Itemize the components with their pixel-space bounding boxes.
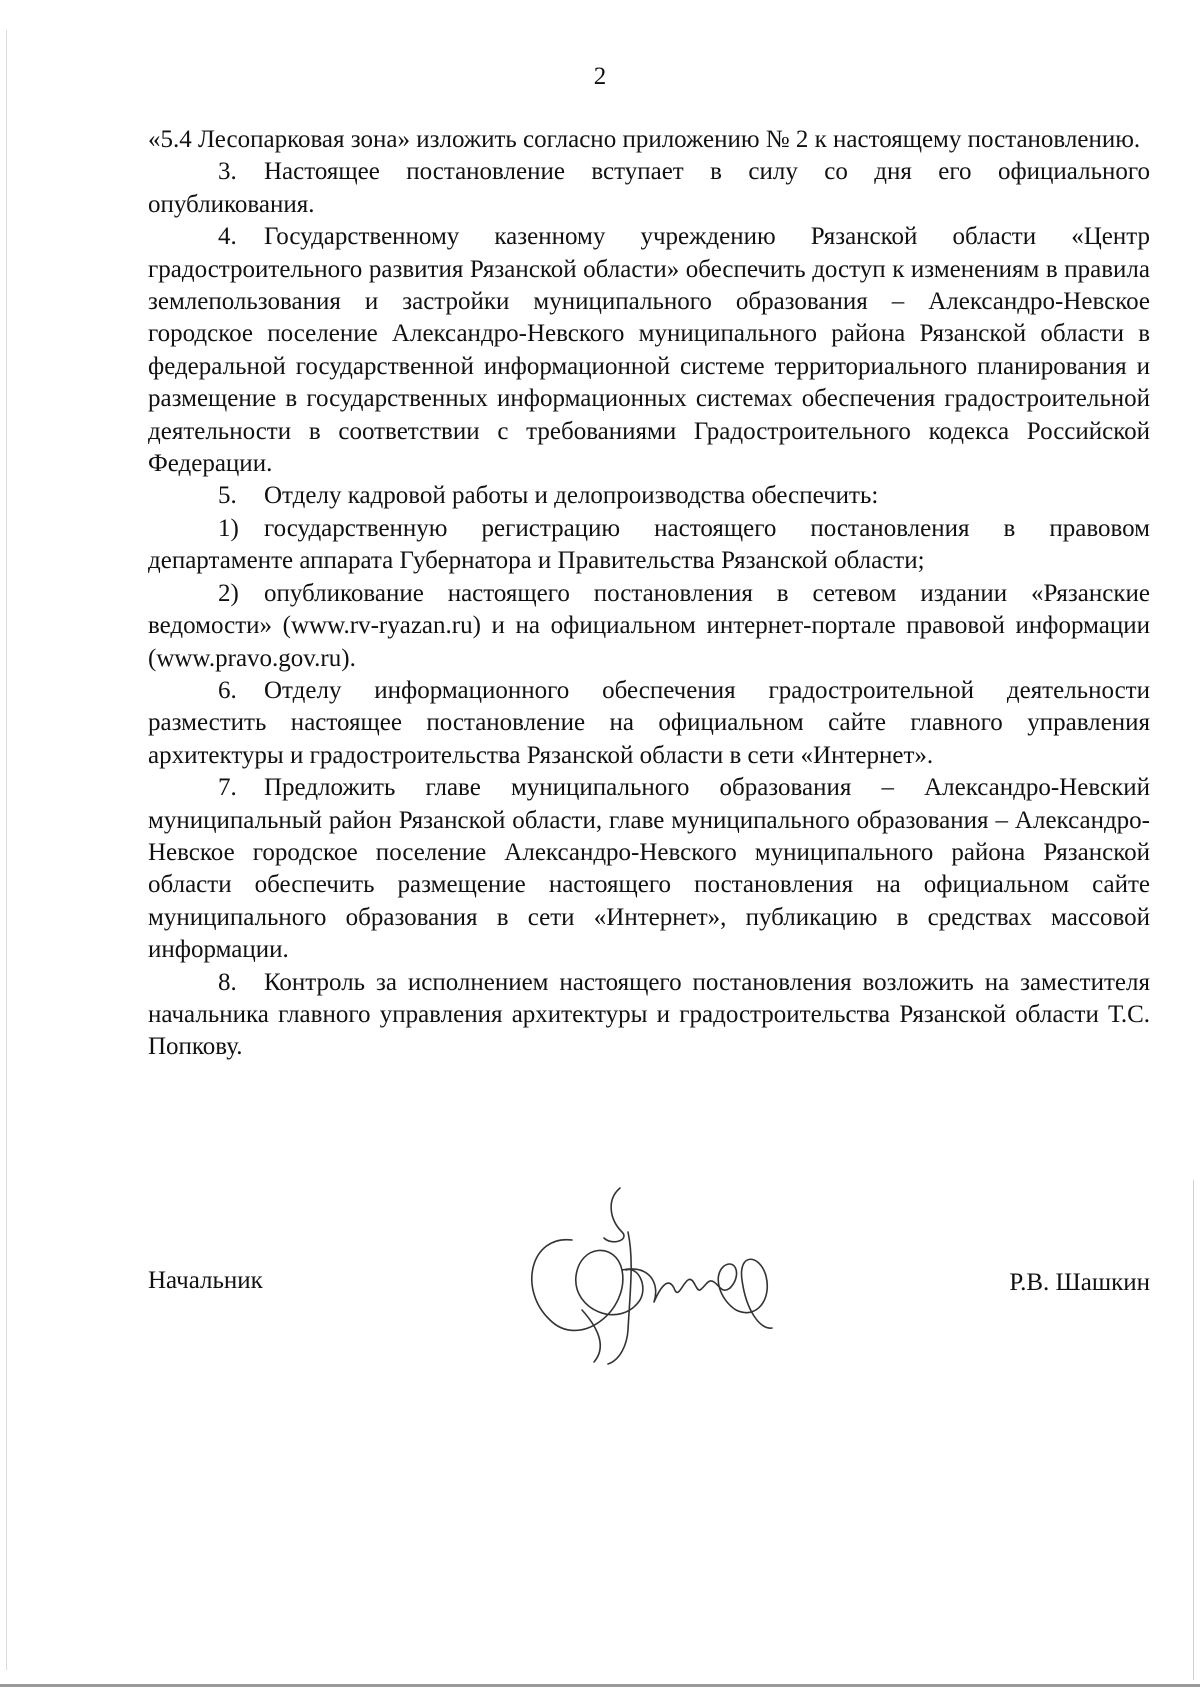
item-text: Настоящее постановление вступает в силу со дня его официального опубликования. — [148, 158, 1150, 218]
item-number: 6. — [218, 676, 237, 704]
item-number: 5. — [218, 482, 237, 510]
item-text: опубликование настоящего постановления в сетевом издании «Рязанские ведомости» (www.rv-ryazan.ru) и на официальном интернет-портале правовой информации (www.pravo.gov.ru). — [148, 579, 1150, 672]
item-number: 2) — [218, 579, 239, 607]
page-number: 2 — [593, 63, 607, 90]
item-number: 8. — [218, 968, 237, 996]
paragraph-continuation: «5.4 Лесопарковая зона» изложить согласно приложению № 2 к настоящему постановлению. — [148, 126, 1141, 153]
item-number: 3. — [218, 158, 237, 186]
sub-item-1 — [148, 513, 1150, 578]
scan-edge-right — [1193, 1180, 1194, 1680]
signatory-position: Начальник — [148, 1267, 263, 1294]
numbered-item-3 — [148, 156, 1150, 221]
document-body — [148, 124, 1150, 1064]
item-number: 7. — [218, 774, 237, 802]
scan-edge-bottom — [0, 1684, 1200, 1687]
scan-edge-left — [6, 30, 7, 1670]
numbered-item-6 — [148, 675, 1150, 772]
item-text: государственную регистрацию настоящего постановления в правовом департаменте аппарата Губернатора и Правительства Рязанской области; — [148, 514, 1150, 575]
item-text: Контроль за исполнением настоящего постановления возложить на заместителя начальника главного управления архитектуры и градостроительства Рязанской области Т.С. Попкову. — [148, 968, 1150, 1061]
numbered-item-8 — [148, 967, 1150, 1064]
numbered-item-7 — [148, 772, 1150, 966]
item-number: 1) — [218, 514, 239, 542]
item-text: Предложить главе муниципального образования – Александро-Невский муниципальный район Рязанской области, главе муниципального образования – Александро-Невское городское поселение Александро-Невского муниципального района Рязанской области обеспечить размещение настоящего постановления на официальном сайте муниципального образования в сети «Интернет», публикацию в средствах массовой информации. — [148, 774, 1150, 964]
signatory-name: Р.В. Шашкин — [1009, 1269, 1150, 1296]
item-text: Государственному казенному учреждению Рязанской области «Центр градостроительного развития Рязанской области» обеспечить доступ к изменениям в правила землепользования и застройки муниципального образования – Александро-Невское городское поселение Александро-Невского муниципального района Рязанской области в федеральной государственной информационной системе территориального планирования и размещение в государственных информационных системах обеспечения градостроительной деятельности в соответствии с требованиями Градостроительного кодекса Российской Федерации. — [148, 223, 1150, 478]
sub-item-2 — [148, 578, 1150, 675]
numbered-item-4 — [148, 221, 1150, 480]
item-text: Отделу информационного обеспечения градостроительной деятельности разместить настоящее постановление на официальном сайте главного управления архитектуры и градостроительства Рязанской области в сети «Интернет». — [148, 676, 1150, 769]
item-text: Отделу кадровой работы и делопроизводства обеспечить: — [264, 482, 879, 510]
signature-block — [148, 1250, 1150, 1310]
item-number: 4. — [218, 223, 237, 251]
numbered-item-5 — [148, 480, 1150, 512]
